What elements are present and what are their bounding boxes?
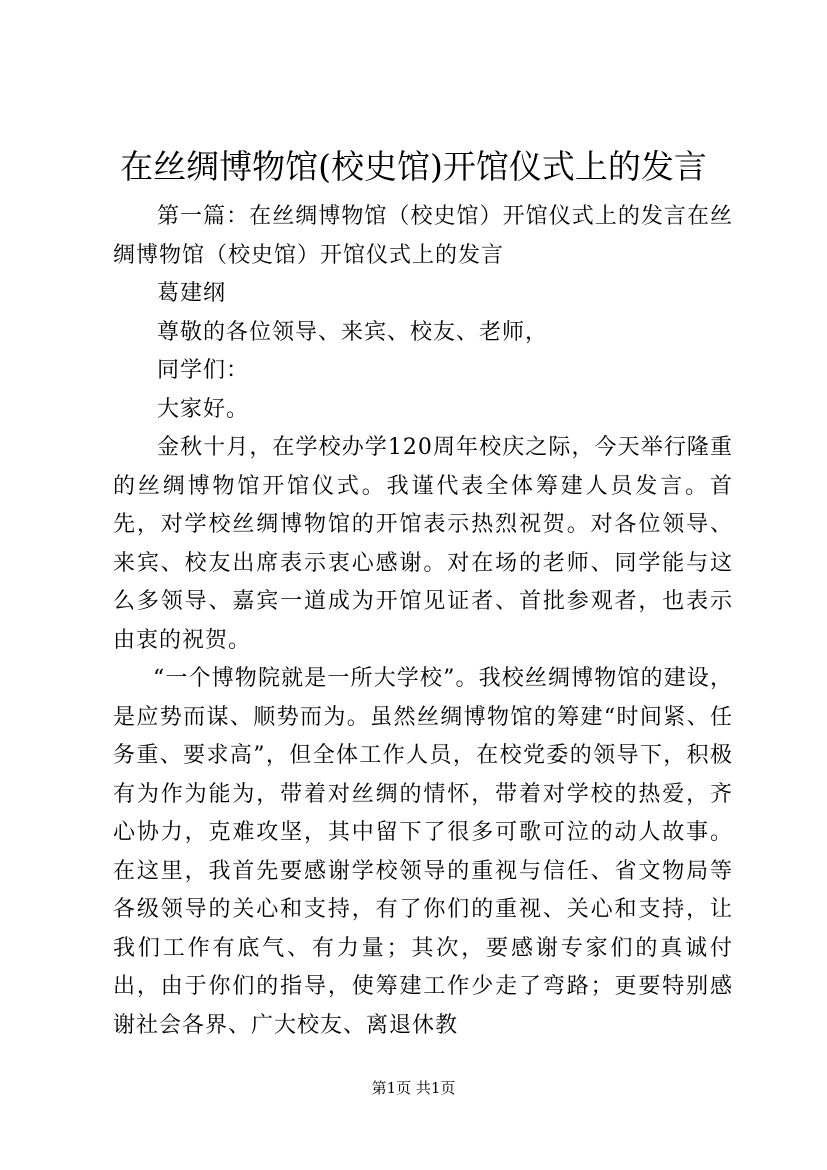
paragraph-students: 同学们： — [157, 358, 250, 383]
paragraph-greeting: 大家好。 — [157, 396, 250, 422]
paragraph-author: 葛建纲 — [157, 281, 227, 306]
page-footer: 第1页 共1页 — [371, 1079, 456, 1097]
paragraph-salutation: 尊敬的各位领导、来宾、校友、老师， — [157, 319, 549, 345]
paragraph-heading: 第一篇：在丝绸博物馆（校史馆）开馆仪式上的发言在丝绸博物馆（校史馆）开馆仪式上的发言 — [113, 204, 733, 268]
document-title: 在丝绸博物馆(校史馆)开馆仪式上的发言 — [120, 147, 707, 186]
paragraph-body-2: “一个博物院就是一所大学校”。我校丝绸博物馆的建设，是应势而谋、顺势而为。虽然丝绸博物馆的筹建“时间紧、任务重、要求高”，但全体工作人员，在校党委的领导下，积极有为作为能为，带着对丝绸的情怀，带着对学校的热爱，齐心协力，克难攻坚，其中留下了很多可歌可泣的动人故事。在这里，我首先要感谢学校领导的重视与信任、省文物局等各级领导的关心和支持，有了你们的重视、关心和支持，让我们工作有底气、有力量；其次，要感谢专家们的真诚付出，由于你们的指导，使筹建工作少走了弯路；更要特别感谢社会各界、广大校友、离退休教 — [113, 666, 733, 1038]
paragraph-body-1: 金秋十月，在学校办学120周年校庆之际，今天举行隆重的丝绸博物馆开馆仪式。我谨代表全体筹建人员发言。首先，对学校丝绸博物馆的开馆表示热烈祝贺。对各位领导、来宾、校友出席表示衷心感谢。对在场的老师、同学能与这么多领导、嘉宾一道成为开馆见证者、首批参观者，也表示由衷的祝贺。 — [113, 435, 733, 653]
document-body — [113, 198, 733, 1045]
